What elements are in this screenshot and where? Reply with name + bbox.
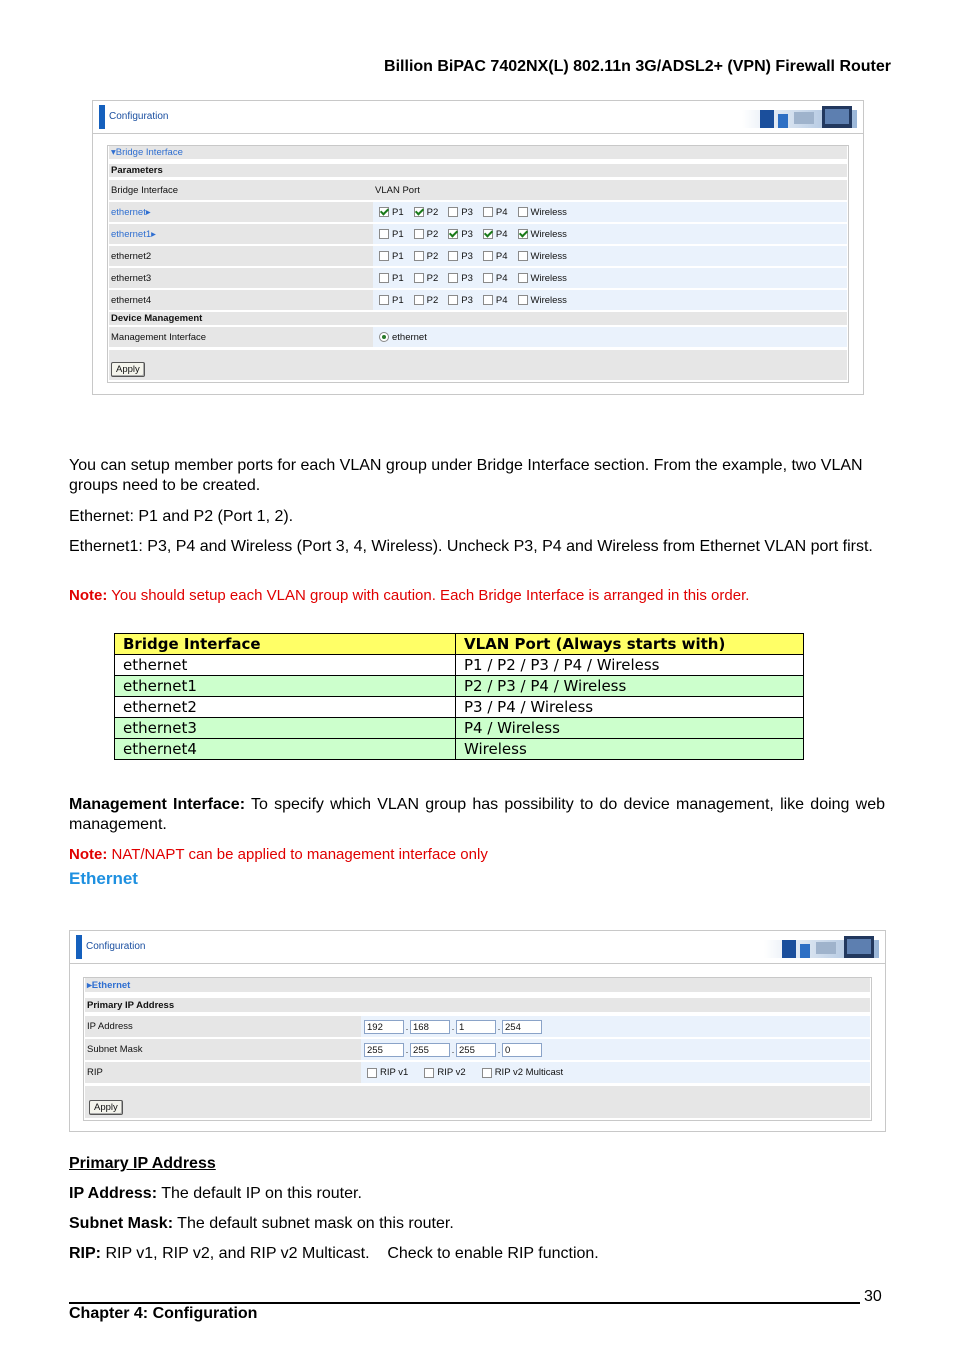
table-cell: P3 / P4 / Wireless bbox=[456, 697, 804, 718]
port-checkbox[interactable] bbox=[483, 295, 493, 305]
management-interface-term: Management Interface: bbox=[69, 796, 246, 813]
vlan-port-cell bbox=[373, 202, 847, 222]
port-checkbox[interactable] bbox=[414, 251, 424, 261]
mask-octet-2-input[interactable]: 255 bbox=[410, 1043, 450, 1057]
table-cell: ethernet bbox=[115, 655, 456, 676]
port-label: P2 bbox=[426, 294, 439, 306]
table-header-cell: VLAN Port (Always starts with) bbox=[456, 634, 804, 655]
table-row bbox=[115, 718, 804, 739]
port-checkbox[interactable] bbox=[518, 229, 528, 239]
paragraph-ethernet1: Ethernet1: P3, P4 and Wireless (Port 3, 4, Wireless). Uncheck P3, P4 and Wireless from Ethernet VLAN port first. bbox=[69, 538, 873, 555]
port-label: P2 bbox=[426, 228, 439, 240]
port-checkbox[interactable] bbox=[448, 229, 458, 239]
ip-address-row: IP Address 192 . 168 . 1 . 254 bbox=[85, 1016, 870, 1037]
panel-header bbox=[93, 101, 863, 134]
rip-row bbox=[85, 1062, 870, 1083]
port-label: P4 bbox=[495, 228, 508, 240]
ip-octet-1-input[interactable]: 192 bbox=[364, 1020, 404, 1034]
ethernet-heading: Ethernet bbox=[69, 869, 138, 888]
table-row bbox=[115, 739, 804, 760]
ethernet-form bbox=[83, 977, 872, 1121]
bridge-form bbox=[107, 145, 849, 383]
bridge-interface-name[interactable] bbox=[111, 224, 156, 244]
section-title: Ethernet bbox=[91, 979, 131, 991]
port-label: P4 bbox=[495, 272, 508, 284]
subnet-mask-description bbox=[69, 1214, 885, 1234]
port-checkbox[interactable] bbox=[448, 251, 458, 261]
port-label: Wireless bbox=[530, 294, 567, 306]
column-header-row bbox=[109, 180, 847, 200]
interface-name-text: ethernet4 bbox=[111, 294, 152, 306]
port-checkbox[interactable] bbox=[448, 295, 458, 305]
management-interface-row bbox=[109, 327, 847, 347]
port-checkbox[interactable] bbox=[414, 207, 424, 217]
interface-name-text: ethernet2 bbox=[111, 250, 152, 262]
bridge-row bbox=[109, 224, 847, 244]
chapter-label: Chapter 4: Configuration bbox=[69, 1305, 258, 1322]
rip-description bbox=[69, 1244, 885, 1264]
expand-arrow-icon: ▸ bbox=[145, 206, 151, 218]
port-checkbox[interactable] bbox=[414, 229, 424, 239]
expand-triangle-icon: ▸ bbox=[87, 979, 92, 991]
rip-term: RIP: bbox=[69, 1245, 101, 1262]
vlan-port-cell bbox=[373, 268, 847, 288]
interface-name-text: ethernet bbox=[111, 206, 146, 218]
note-label: Note: bbox=[69, 846, 108, 863]
parameters-label: Parameters bbox=[111, 165, 163, 176]
port-label: P1 bbox=[392, 250, 404, 262]
port-checkbox[interactable] bbox=[379, 295, 389, 305]
primary-ip-row bbox=[85, 998, 870, 1012]
port-checkbox[interactable] bbox=[518, 207, 528, 217]
bridge-interface-name bbox=[111, 290, 151, 310]
port-checkbox[interactable] bbox=[483, 273, 493, 283]
port-label: P3 bbox=[461, 250, 473, 262]
port-label: P4 bbox=[495, 206, 508, 218]
port-label: P1 bbox=[392, 272, 404, 284]
rip-label: RIP bbox=[87, 1067, 103, 1078]
interface-name-text: ethernet3 bbox=[111, 272, 152, 284]
table-row bbox=[115, 655, 804, 676]
ethernet-config-panel bbox=[69, 930, 886, 1132]
port-label: P3 bbox=[461, 206, 473, 218]
bridge-interface-name bbox=[111, 268, 151, 288]
port-checkbox[interactable] bbox=[448, 207, 458, 217]
ip-address-description bbox=[69, 1184, 885, 1204]
table-cell: P4 / Wireless bbox=[456, 718, 804, 739]
ip-octet-3-input[interactable]: 1 bbox=[456, 1020, 496, 1034]
port-checkbox[interactable] bbox=[518, 273, 528, 283]
vlan-port-table bbox=[114, 633, 804, 760]
collapse-triangle-icon: ▾ bbox=[111, 147, 116, 158]
port-label: Wireless bbox=[530, 272, 567, 284]
section-ethernet[interactable] bbox=[85, 978, 870, 992]
port-checkbox[interactable] bbox=[414, 295, 424, 305]
ip-address-desc: The default IP on this router. bbox=[157, 1185, 362, 1202]
vlan-port-cell bbox=[373, 246, 847, 266]
apply-row bbox=[109, 350, 847, 380]
port-checkbox[interactable] bbox=[379, 273, 389, 283]
mask-octet-3-input[interactable]: 255 bbox=[456, 1043, 496, 1057]
port-checkbox[interactable] bbox=[379, 229, 389, 239]
port-label: Wireless bbox=[530, 228, 567, 240]
table-cell: ethernet1 bbox=[115, 676, 456, 697]
ip-octet-4-input[interactable]: 254 bbox=[502, 1020, 542, 1034]
panel-title: Configuration bbox=[109, 111, 169, 122]
management-interface-value: ethernet bbox=[392, 331, 427, 343]
table-row bbox=[115, 676, 804, 697]
rip-v1-label: RIP v1 bbox=[380, 1067, 409, 1078]
device-management-label: Device Management bbox=[111, 313, 203, 324]
paragraph-management-interface bbox=[69, 795, 885, 835]
mask-octet-4-input[interactable]: 0 bbox=[502, 1043, 542, 1057]
port-label: P1 bbox=[392, 228, 404, 240]
bridge-row bbox=[109, 268, 847, 288]
management-interface-label: Management Interface bbox=[111, 331, 207, 343]
port-label: Wireless bbox=[530, 206, 567, 218]
apply-button[interactable]: Apply bbox=[111, 362, 145, 377]
port-checkbox[interactable] bbox=[483, 229, 493, 239]
note-label: Note: bbox=[69, 587, 108, 604]
port-checkbox[interactable] bbox=[379, 207, 389, 217]
parameters-row bbox=[109, 164, 847, 177]
port-checkbox[interactable] bbox=[483, 251, 493, 261]
port-label: P2 bbox=[426, 272, 439, 284]
rip-v1-checkbox[interactable] bbox=[367, 1068, 377, 1078]
mask-octet-1-input[interactable]: 255 bbox=[364, 1043, 404, 1057]
note-nat bbox=[69, 845, 885, 865]
port-checkbox[interactable] bbox=[518, 251, 528, 261]
bridge-row bbox=[109, 290, 847, 310]
paragraph-vlan-setup: You can setup member ports for each VLAN group under Bridge Interface section. From the example, two VLAN groups need to be created. bbox=[69, 457, 863, 494]
panel-header bbox=[70, 931, 885, 964]
bridge-interface-name[interactable] bbox=[111, 202, 151, 222]
rip-v2-multicast-label: RIP v2 Multicast bbox=[494, 1067, 564, 1078]
port-label: P1 bbox=[392, 206, 404, 218]
table-cell: P2 / P3 / P4 / Wireless bbox=[456, 676, 804, 697]
table-cell: P1 / P2 / P3 / P4 / Wireless bbox=[456, 655, 804, 676]
port-checkbox[interactable] bbox=[379, 251, 389, 261]
router-banner-icon bbox=[742, 104, 857, 130]
subnet-mask-label: Subnet Mask bbox=[87, 1044, 143, 1055]
interface-name-text: ethernet1 bbox=[111, 228, 152, 240]
note-text: NAT/NAPT can be applied to management interface only bbox=[107, 846, 488, 863]
vlan-port-cell bbox=[373, 290, 847, 310]
port-label: P4 bbox=[495, 250, 508, 262]
table-cell: Wireless bbox=[456, 739, 804, 760]
port-checkbox[interactable] bbox=[483, 207, 493, 217]
col-vlan-port: VLAN Port bbox=[375, 184, 420, 196]
expand-arrow-icon: ▸ bbox=[151, 228, 156, 240]
rip-v2-label: RIP v2 bbox=[437, 1067, 466, 1078]
port-label: P3 bbox=[461, 228, 473, 240]
table-cell: ethernet2 bbox=[115, 697, 456, 718]
apply-row bbox=[85, 1086, 870, 1118]
port-checkbox[interactable] bbox=[448, 273, 458, 283]
port-label: P2 bbox=[426, 206, 439, 218]
rip-v2-multicast-checkbox[interactable] bbox=[482, 1068, 492, 1078]
bridge-interface-name bbox=[111, 246, 151, 266]
document-header: Billion BiPAC 7402NX(L) 802.11n 3G/ADSL2+ (VPN) Firewall Router bbox=[384, 58, 891, 75]
management-interface-desc: To specify which VLAN group has possibility to do device management, like doing web management. bbox=[69, 796, 886, 833]
port-checkbox[interactable] bbox=[414, 273, 424, 283]
rip-desc: RIP v1, RIP v2, and RIP v2 Multicast. Check to enable RIP function. bbox=[101, 1245, 599, 1262]
port-label: P4 bbox=[495, 294, 508, 306]
port-label: P3 bbox=[461, 294, 473, 306]
rip-v2-checkbox[interactable] bbox=[424, 1068, 434, 1078]
subnet-mask-term: Subnet Mask: bbox=[69, 1215, 174, 1232]
bridge-row bbox=[109, 246, 847, 266]
apply-button[interactable]: Apply bbox=[89, 1100, 123, 1115]
col-bridge-interface: Bridge Interface bbox=[111, 184, 179, 196]
ip-octet-2-input[interactable]: 168 bbox=[410, 1020, 450, 1034]
table-cell: ethernet3 bbox=[115, 718, 456, 739]
note-text: You should setup each VLAN group with caution. Each Bridge Interface is arranged in this order. bbox=[107, 587, 750, 604]
ip-address-label: IP Address bbox=[87, 1021, 133, 1032]
router-banner-icon bbox=[764, 934, 879, 960]
bridge-row bbox=[109, 202, 847, 222]
note-vlan-caution bbox=[69, 586, 885, 606]
port-label: P3 bbox=[461, 272, 473, 284]
port-label: Wireless bbox=[530, 250, 567, 262]
page-number: 30 bbox=[864, 1288, 882, 1305]
header-accent-bar bbox=[76, 935, 82, 959]
footer-divider bbox=[69, 1302, 860, 1304]
port-checkbox[interactable] bbox=[518, 295, 528, 305]
section-bridge-interface[interactable] bbox=[109, 146, 847, 159]
subnet-mask-row: Subnet Mask 255 . 255 . 255 . 0 bbox=[85, 1039, 870, 1060]
subnet-mask-desc: The default subnet mask on this router. bbox=[173, 1215, 454, 1232]
table-header-cell: Bridge Interface bbox=[115, 634, 456, 655]
ethernet-radio[interactable] bbox=[379, 332, 389, 342]
primary-ip-heading: Primary IP Address bbox=[69, 1155, 216, 1172]
table-header-row bbox=[115, 634, 804, 655]
ip-address-term: IP Address: bbox=[69, 1185, 158, 1202]
port-label: P1 bbox=[392, 294, 404, 306]
vlan-port-cell bbox=[373, 224, 847, 244]
header-accent-bar bbox=[99, 105, 105, 129]
paragraph-ethernet: Ethernet: P1 and P2 (Port 1, 2). bbox=[69, 508, 294, 525]
table-row bbox=[115, 697, 804, 718]
table-cell: ethernet4 bbox=[115, 739, 456, 760]
panel-title: Configuration bbox=[86, 941, 146, 952]
device-management-row bbox=[109, 312, 847, 325]
primary-ip-label: Primary IP Address bbox=[87, 999, 175, 1011]
bridge-config-panel bbox=[92, 100, 864, 395]
port-label: P2 bbox=[426, 250, 439, 262]
section-title: Bridge Interface bbox=[115, 147, 183, 158]
